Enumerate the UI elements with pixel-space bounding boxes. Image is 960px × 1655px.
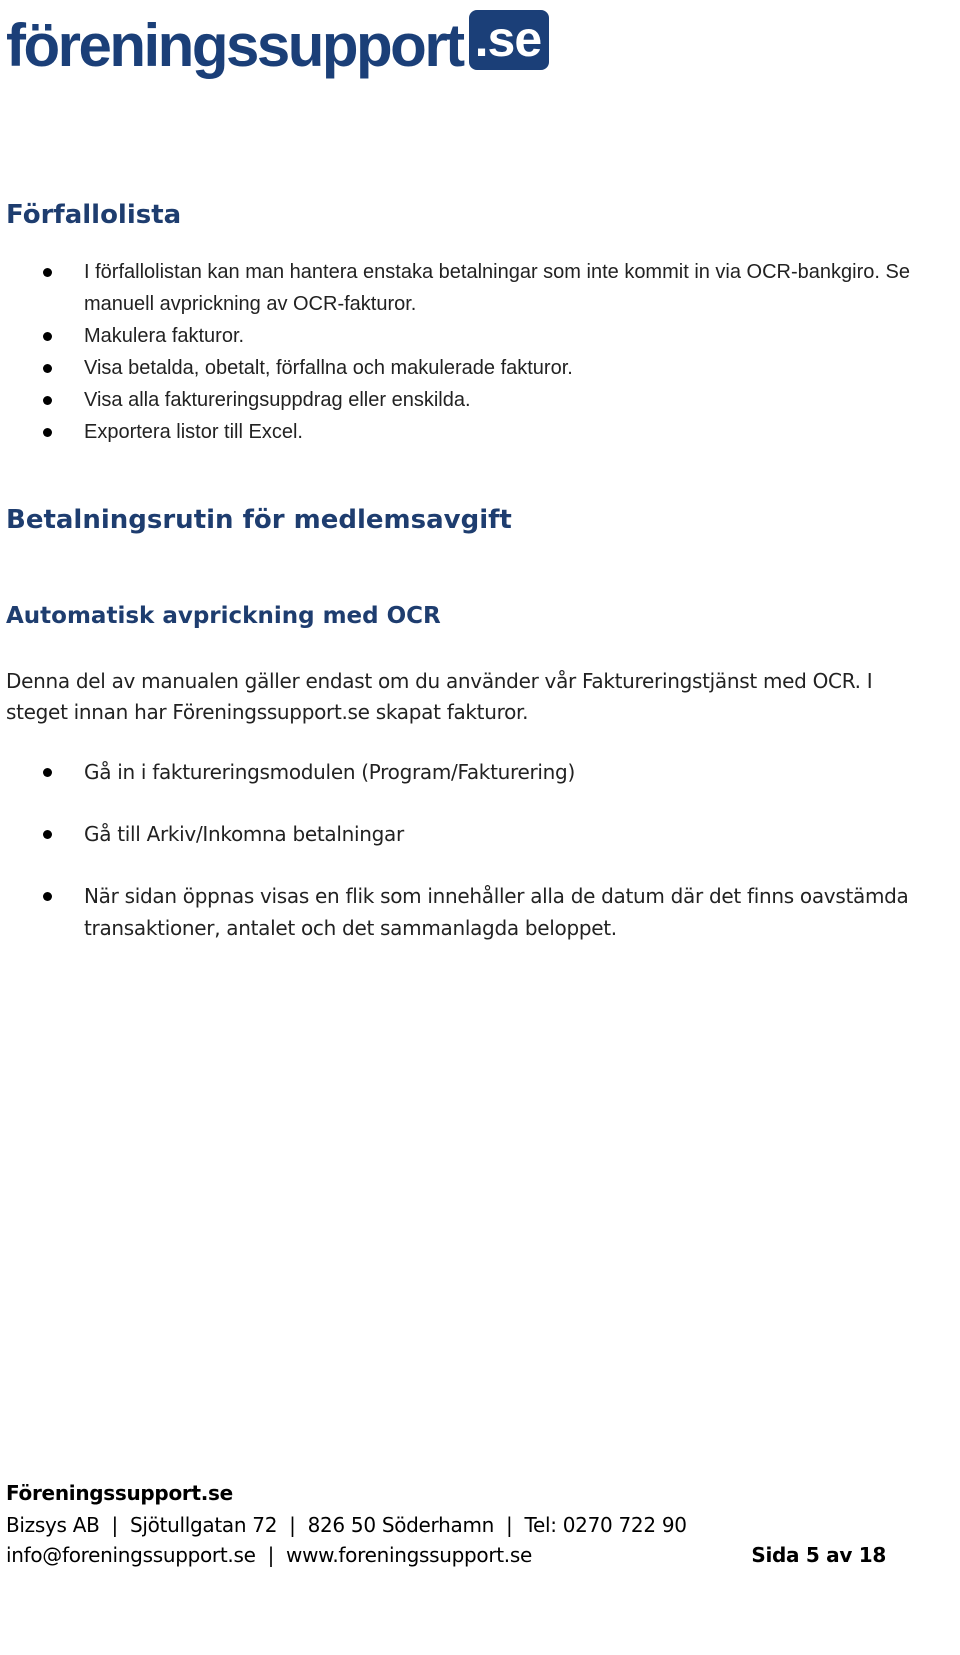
list-item: [0, 256, 924, 320]
list-item: [0, 416, 924, 448]
list-item-text: Visa alla faktureringsuppdrag eller enskilda.: [84, 389, 471, 411]
list-item-text: Makulera fakturor.: [84, 325, 245, 347]
logo-text-support: support: [256, 12, 463, 79]
footer-contact-line: [6, 1510, 926, 1540]
list-item: [0, 880, 924, 944]
footer-company: Bizsys AB: [6, 1513, 100, 1537]
logo-badge-se: .se: [469, 10, 550, 70]
bullet-icon: [43, 332, 52, 341]
subheading-automatisk-avprickning: Automatisk avprickning med OCR: [6, 603, 441, 629]
list-item-text: I förfallolistan kan man hantera enstaka betalningar som inte kommit in via OCR-bankgiro. Se manuell avprickning av OCR-fakturor.: [84, 261, 910, 315]
logo-text-forenings: förenings: [6, 12, 257, 79]
bullet-icon: [43, 364, 52, 373]
page-footer: [6, 1476, 926, 1570]
footer-brand: Föreningssupport.se: [6, 1481, 233, 1505]
footer-separator: |: [289, 1513, 296, 1537]
footer-separator: |: [267, 1543, 275, 1567]
footer-website: www.foreningssupport.se: [286, 1543, 532, 1567]
footer-email: info@foreningssupport.se: [6, 1543, 256, 1567]
footer-address: Sjötullgatan 72: [129, 1513, 278, 1537]
bullet-icon: [43, 268, 52, 277]
footer-web-line: [6, 1540, 926, 1570]
steps-list: [0, 756, 924, 974]
footer-postal: 826 50 Söderhamn: [307, 1513, 495, 1537]
footer-separator: |: [111, 1513, 118, 1537]
logo: [6, 4, 549, 79]
list-item-text: Gå till Arkiv/Inkomna betalningar: [84, 822, 404, 846]
list-item: [0, 756, 924, 788]
list-item: [0, 384, 924, 416]
bullet-icon: [43, 396, 52, 405]
heading-forfallolista: Förfallolista: [6, 200, 182, 230]
list-item-text: Exportera listor till Excel.: [84, 421, 303, 443]
footer-separator: |: [506, 1513, 513, 1537]
list-item: [0, 818, 924, 850]
list-item-text: Visa betalda, obetalt, förfallna och makulerade fakturor.: [84, 357, 573, 379]
forfallolista-list: [0, 256, 924, 448]
heading-betalningsrutin: Betalningsrutin för medlemsavgift: [6, 505, 512, 535]
footer-phone: Tel: 0270 722 90: [524, 1513, 687, 1537]
bullet-icon: [43, 830, 52, 839]
intro-paragraph: Denna del av manualen gäller endast om du använder vår Faktureringstjänst med OCR. I steget innan har Föreningssupport.se skapat fakturor.: [6, 669, 873, 724]
list-item: [0, 320, 924, 352]
bullet-icon: [43, 892, 52, 901]
list-item: [0, 352, 924, 384]
bullet-icon: [43, 428, 52, 437]
list-item-text: När sidan öppnas visas en flik som innehåller alla de datum där det finns oavstämda transaktioner, antalet och det sammanlagda beloppet.: [84, 884, 909, 940]
list-item-text: Gå in i faktureringsmodulen (Program/Fakturering): [84, 760, 575, 784]
page-number: Sida 5 av 18: [751, 1543, 886, 1567]
bullet-icon: [43, 768, 52, 777]
